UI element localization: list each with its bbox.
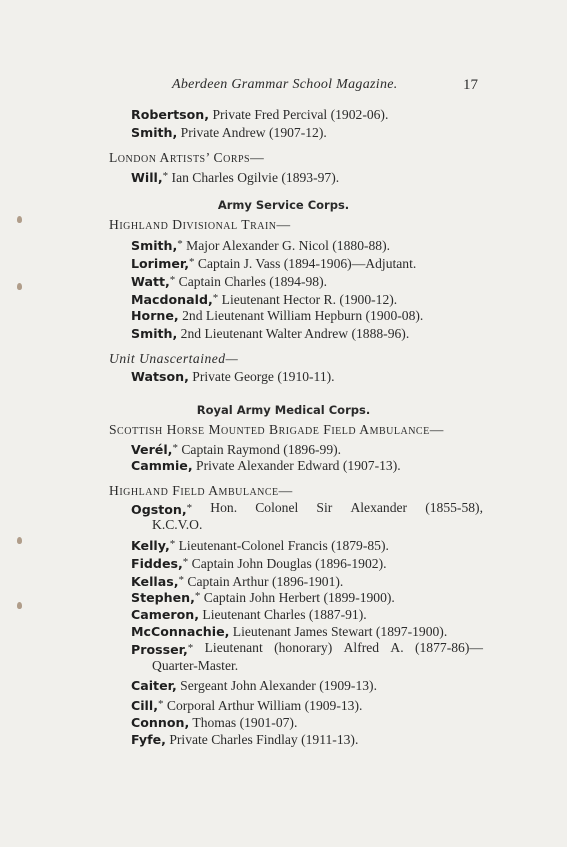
magazine-title: Aberdeen Grammar School Magazine.: [172, 77, 398, 92]
entry-smith-walter: Smith, 2nd Lieutenant Walter Andrew (1888-96).: [131, 326, 410, 341]
entry-mcconnachie: McConnachie, Lieutenant James Stewart (1897-1900).: [131, 624, 448, 639]
entry-cameron: Cameron, Lieutenant Charles (1887-91).: [131, 607, 367, 622]
margin-spot: [17, 537, 22, 544]
page-number: 17: [463, 77, 478, 93]
entry-stephen: Stephen,* Captain John Herbert (1899-1900).: [131, 590, 395, 605]
entry-watson: Watson, Private George (1910-11).: [131, 369, 335, 384]
entry-watt: Watt,* Captain Charles (1894-98).: [131, 274, 328, 289]
entry-cill: Cill,* Corporal Arthur William (1909-13).: [131, 698, 363, 713]
entry-ogston: Ogston,* Hon. Colonel Sir Alexander (1855-58),: [131, 500, 483, 517]
entry-robertson: Robertson, Private Fred Percival (1902-06).: [131, 107, 389, 122]
heading-royal-army-medical-corps: Royal Army Medical Corps.: [196, 403, 371, 417]
section-highland-divisional-train: Highland Divisional Train—: [109, 217, 291, 232]
entry-connon: Connon, Thomas (1901-07).: [131, 715, 298, 730]
entry-fyfe: Fyfe, Private Charles Findlay (1911-13).: [131, 732, 359, 747]
entry-kellas: Kellas,* Captain Arthur (1896-1901).: [131, 574, 344, 589]
entry-will: Will,* Ian Charles Ogilvie (1893-97).: [131, 170, 340, 185]
running-header: [0, 77, 567, 97]
entry-smith-major: Smith,* Major Alexander G. Nicol (1880-88).: [131, 238, 391, 253]
margin-spot: [17, 216, 22, 223]
section-unit-unascertained: Unit Unascertained—: [109, 351, 239, 366]
section-highland-field-ambulance: Highland Field Ambulance—: [109, 483, 293, 498]
entry-kelly: Kelly,* Lieutenant-Colonel Francis (1879-85).: [131, 538, 389, 553]
entry-horne: Horne, 2nd Lieutenant William Hepburn (1900-08).: [131, 308, 424, 323]
entry-macdonald: Macdonald,* Lieutenant Hector R. (1900-12).: [131, 292, 398, 307]
margin-spot: [17, 283, 22, 290]
entry-cammie: Cammie, Private Alexander Edward (1907-13).: [131, 458, 401, 473]
heading-army-service-corps: Army Service Corps.: [217, 198, 350, 212]
section-scottish-horse-field-ambulance: Scottish Horse Mounted Brigade Field Ambulance—: [109, 422, 444, 437]
margin-spot: [17, 602, 22, 609]
entry-prosser-continued: Quarter-Master.: [152, 658, 239, 673]
section-london-artists: London Artists’ Corps—: [109, 150, 265, 165]
entry-caiter: Caiter, Sergeant John Alexander (1909-13).: [131, 678, 377, 693]
entry-lorimer: Lorimer,* Captain J. Vass (1894-1906)—Adjutant.: [131, 256, 417, 271]
entry-ogston-continued: K.C.V.O.: [152, 517, 203, 532]
entry-verel: Verél,* Captain Raymond (1896-99).: [131, 442, 342, 457]
entry-smith-andrew: Smith, Private Andrew (1907-12).: [131, 125, 327, 140]
entry-prosser: Prosser,* Lieutenant (honorary) Alfred A. (1877-86)—: [131, 640, 483, 657]
entry-fiddes: Fiddes,* Captain John Douglas (1896-1902).: [131, 556, 387, 571]
